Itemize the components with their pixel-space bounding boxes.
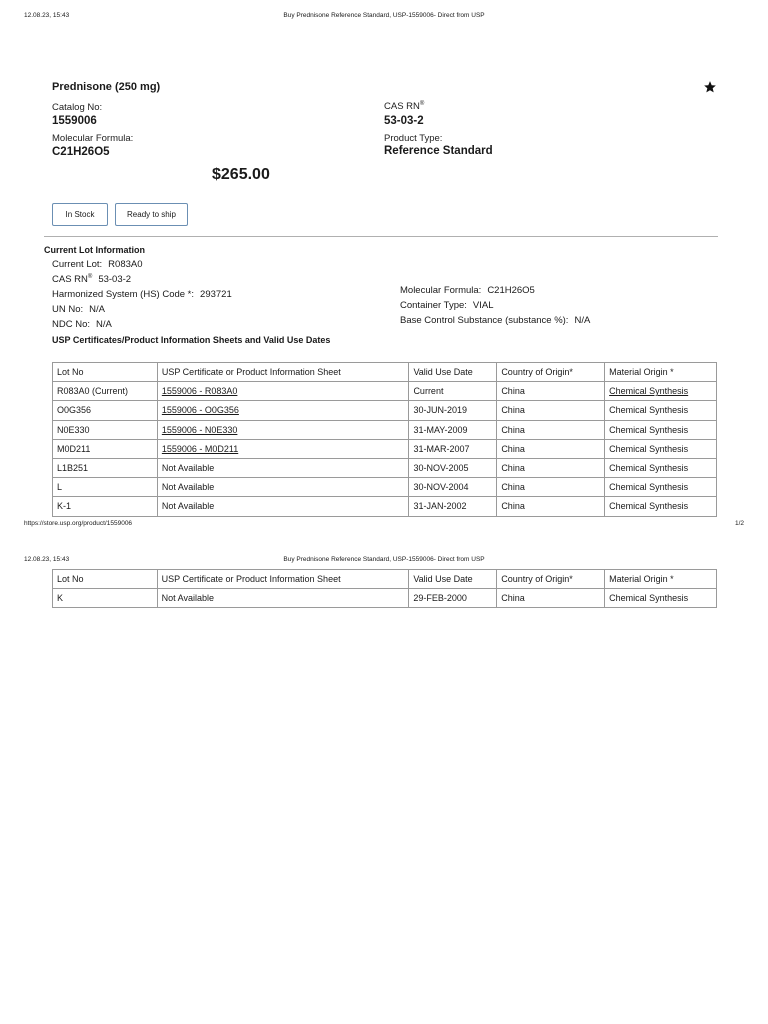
table-header-row [53, 570, 717, 589]
print-datetime: 12.08.23, 15:43 [24, 12, 70, 19]
certificate-cell: Not Available [157, 478, 409, 497]
lot-no-cell: K [53, 589, 158, 608]
container-type-line: Container Type: VIAL [400, 300, 494, 311]
material-origin-cell: Chemical Synthesis [605, 439, 717, 458]
formula-value: C21H26O5 [52, 146, 110, 158]
current-lot-heading: Current Lot Information [44, 245, 145, 255]
product-type-label: Product Type: [384, 133, 443, 144]
table-row [53, 382, 717, 401]
col-valid-use-date: Valid Use Date [409, 570, 497, 589]
country-cell: China [497, 458, 605, 477]
print-page-title: Buy Prednisone Reference Standard, USP-1559006- Direct from USP [283, 12, 485, 19]
col-certificate: USP Certificate or Product Information Sheet [157, 363, 409, 382]
valid-use-date-cell: 30-JUN-2019 [409, 401, 497, 420]
lot-casrn-line: CAS RN® 53-03-2 [52, 274, 132, 286]
certificate-cell: Not Available [157, 458, 409, 477]
country-cell: China [497, 497, 605, 516]
current-lot-line: Current Lot: R083A0 [52, 259, 143, 270]
divider [44, 236, 718, 237]
country-cell: China [497, 439, 605, 458]
valid-use-date-cell: 31-MAR-2007 [409, 439, 497, 458]
base-control-line: Base Control Substance (substance %): N/A [400, 315, 591, 326]
print-page-title: Buy Prednisone Reference Standard, USP-1559006- Direct from USP [283, 556, 485, 563]
lot-no-cell: L1B251 [53, 458, 158, 477]
lot-no-cell: M0D211 [53, 439, 158, 458]
print-header [24, 12, 744, 19]
material-origin-cell: Chemical Synthesis [605, 401, 717, 420]
lot-no-cell: O0G356 [53, 401, 158, 420]
table-header-row [53, 363, 717, 382]
material-origin-cell: Chemical Synthesis [605, 458, 717, 477]
in-stock-badge: In Stock [52, 203, 108, 226]
certificates-heading: USP Certificates/Product Information Sheets and Valid Use Dates [52, 335, 331, 345]
valid-use-date-cell: 31-JAN-2002 [409, 497, 497, 516]
lot-no-cell: N0E330 [53, 420, 158, 439]
col-material-origin: Material Origin * [605, 363, 717, 382]
certificate-link[interactable]: 1559006 - O0G356 [157, 401, 409, 420]
print-header-page-2 [24, 556, 744, 563]
col-country-of-origin: Country of Origin* [497, 363, 605, 382]
certificate-cell: Not Available [157, 589, 409, 608]
print-footer [24, 520, 744, 527]
casrn-label: CAS RN® [384, 101, 425, 113]
lots-table [52, 362, 717, 517]
print-page-number: 1/2 [734, 520, 744, 527]
table-row [53, 497, 717, 516]
country-cell: China [497, 401, 605, 420]
material-origin-cell: Chemical Synthesis [605, 589, 717, 608]
col-certificate: USP Certificate or Product Information Sheet [157, 570, 409, 589]
ready-to-ship-badge: Ready to ship [115, 203, 188, 226]
certificate-link[interactable]: 1559006 - N0E330 [157, 420, 409, 439]
catalog-value: 1559006 [52, 115, 97, 127]
un-no-line: UN No: N/A [52, 304, 105, 315]
material-origin-cell: Chemical Synthesis [605, 497, 717, 516]
country-cell: China [497, 420, 605, 439]
table-row [53, 478, 717, 497]
col-country-of-origin: Country of Origin* [497, 570, 605, 589]
valid-use-date-cell: Current [409, 382, 497, 401]
col-valid-use-date: Valid Use Date [409, 363, 497, 382]
lots-table-continued [52, 569, 717, 608]
material-origin-cell: Chemical Synthesis [605, 478, 717, 497]
valid-use-date-cell: 30-NOV-2004 [409, 478, 497, 497]
valid-use-date-cell: 31-MAY-2009 [409, 420, 497, 439]
print-datetime: 12.08.23, 15:43 [24, 556, 70, 563]
col-lot-no: Lot No [53, 570, 158, 589]
table-row [53, 439, 717, 458]
favorite-star-icon[interactable] [703, 80, 717, 94]
ndc-no-line: NDC No: N/A [52, 319, 112, 330]
hs-code-line: Harmonized System (HS) Code *: 293721 [52, 289, 232, 300]
print-url: https://store.usp.org/product/1559006 [24, 520, 133, 527]
material-origin-cell: Chemical Synthesis [605, 420, 717, 439]
material-origin-link[interactable]: Chemical Synthesis [605, 382, 717, 401]
catalog-label: Catalog No: [52, 102, 103, 113]
lot-no-cell: K-1 [53, 497, 158, 516]
table-row [53, 458, 717, 477]
table-row [53, 589, 717, 608]
valid-use-date-cell: 29-FEB-2000 [409, 589, 497, 608]
certificate-cell: Not Available [157, 497, 409, 516]
casrn-value: 53-03-2 [384, 115, 424, 127]
certificate-link[interactable]: 1559006 - M0D211 [157, 439, 409, 458]
lot-no-cell: R083A0 (Current) [53, 382, 158, 401]
country-cell: China [497, 382, 605, 401]
product-title: Prednisone (250 mg) [52, 81, 161, 93]
product-type-value: Reference Standard [384, 145, 493, 157]
col-lot-no: Lot No [53, 363, 158, 382]
country-cell: China [497, 589, 605, 608]
valid-use-date-cell: 30-NOV-2005 [409, 458, 497, 477]
table-row [53, 420, 717, 439]
lot-formula-line: Molecular Formula: C21H26O5 [400, 285, 535, 296]
certificate-link[interactable]: 1559006 - R083A0 [157, 382, 409, 401]
formula-label: Molecular Formula: [52, 133, 134, 144]
table-row [53, 401, 717, 420]
price: $265.00 [212, 166, 270, 183]
lot-no-cell: L [53, 478, 158, 497]
country-cell: China [497, 478, 605, 497]
col-material-origin: Material Origin * [605, 570, 717, 589]
